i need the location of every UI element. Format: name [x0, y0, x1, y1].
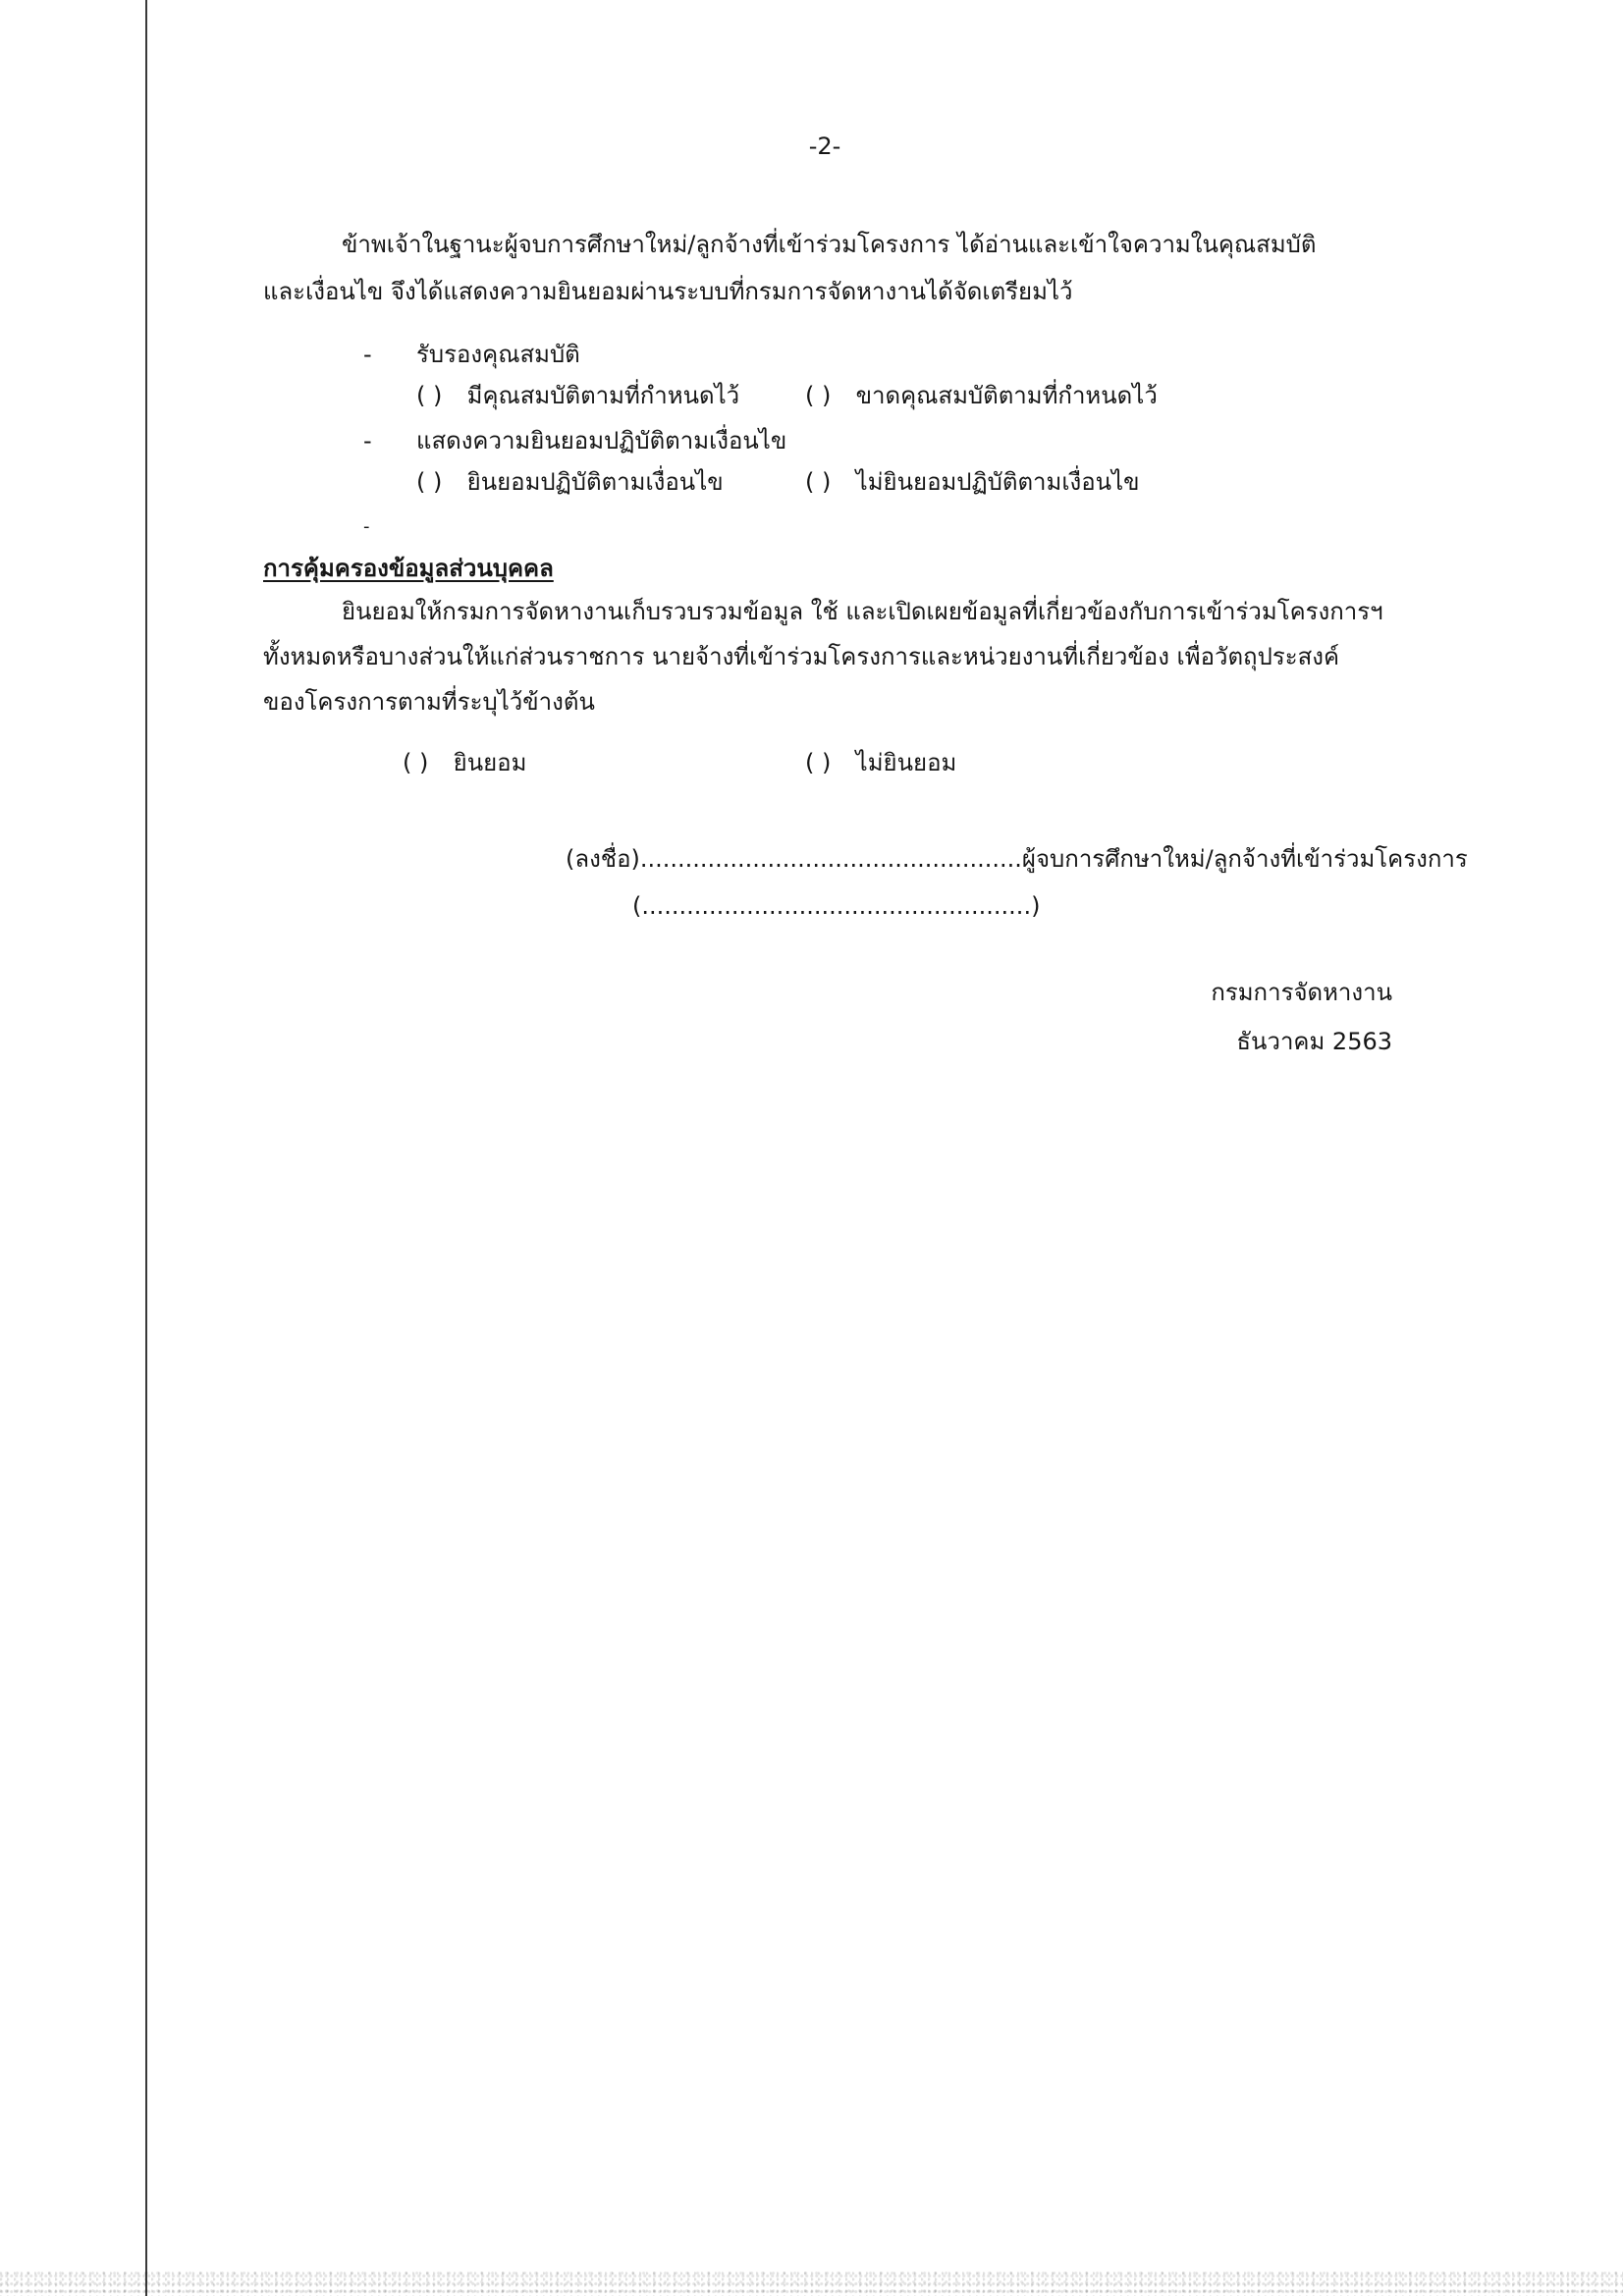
checkbox-paren[interactable]: ( ): [416, 468, 443, 496]
option-text: ยินยอมปฏิบัติตามเงื่อนไข: [466, 468, 724, 496]
privacy-heading: การคุ้มครองข้อมูลส่วนบุคคล: [263, 555, 554, 582]
option-text: มีคุณสมบัติตามที่กำหนดไว้: [466, 382, 740, 409]
option-text: ยินยอม: [453, 749, 527, 776]
intro-paragraph-line-1: ข้าพเจ้าในฐานะผู้จบการศึกษาใหม่/ลูกจ้างที่เข้าร่วมโครงการ ได้อ่านและเข้าใจความในคุณสมบัติ: [342, 231, 1317, 258]
checkbox-paren[interactable]: ( ): [805, 749, 832, 776]
option-text: ไม่ยินยอม: [855, 749, 957, 776]
checkbox-paren[interactable]: ( ): [416, 382, 443, 409]
checkbox-paren[interactable]: ( ): [805, 468, 832, 496]
intro-paragraph-line-2: และเงื่อนไข จึงได้แสดงความยินยอมผ่านระบบที่กรมการจัดหางานได้จัดเตรียมไว้: [263, 278, 1073, 305]
conditions-option-decline: [805, 465, 1140, 499]
checkbox-paren[interactable]: ( ): [805, 382, 832, 409]
privacy-option-consent: [403, 746, 526, 779]
scan-noise-band: [0, 2270, 1623, 2296]
qualification-option-meets: [416, 379, 739, 412]
bullet-dash: -: [363, 427, 372, 454]
privacy-paragraph-line-3: ของโครงการตามที่ระบุไว้ข้างต้น: [263, 688, 595, 716]
qualification-label: รับรองคุณสมบัติ: [416, 341, 580, 368]
qualification-option-lacks: [805, 379, 1158, 412]
option-text: ขาดคุณสมบัติตามที่กำหนดไว้: [855, 382, 1158, 409]
privacy-paragraph-line-1: ยินยอมให้กรมการจัดหางานเก็บรวบรวมข้อมูล ใช้ และเปิดเผยข้อมูลที่เกี่ยวข้องกับการเข้าร่วมโครงการฯ: [342, 598, 1383, 625]
organization-name: กรมการจัดหางาน: [1211, 979, 1392, 1006]
bullet-dash: -: [363, 341, 372, 368]
page-number: -2-: [808, 133, 841, 160]
privacy-paragraph-line-2: ทั้งหมดหรือบางส่วนให้แก่ส่วนราชการ นายจ้างที่เข้าร่วมโครงการและหน่วยงานที่เกี่ยวข้อง เพื่อวัตถุประสงค์: [263, 643, 1340, 670]
document-date: ธันวาคม 2563: [1236, 1028, 1392, 1055]
signature-line[interactable]: (ลงชื่อ)...................................................ผู้จบการศึกษาใหม่/ลูกจ้างที่เข้าร่วมโครงการ: [566, 845, 1468, 873]
printed-name-line[interactable]: (....................................................): [632, 892, 1041, 920]
option-text: ไม่ยินยอมปฏิบัติตามเงื่อนไข: [855, 468, 1140, 496]
conditions-label: แสดงความยินยอมปฏิบัติตามเงื่อนไข: [416, 427, 787, 454]
checkbox-paren[interactable]: ( ): [403, 749, 429, 776]
bullet-dash: -: [363, 516, 370, 537]
privacy-option-decline: [805, 746, 956, 779]
conditions-option-consent: [416, 465, 724, 499]
scan-binding-edge: [145, 0, 147, 2296]
